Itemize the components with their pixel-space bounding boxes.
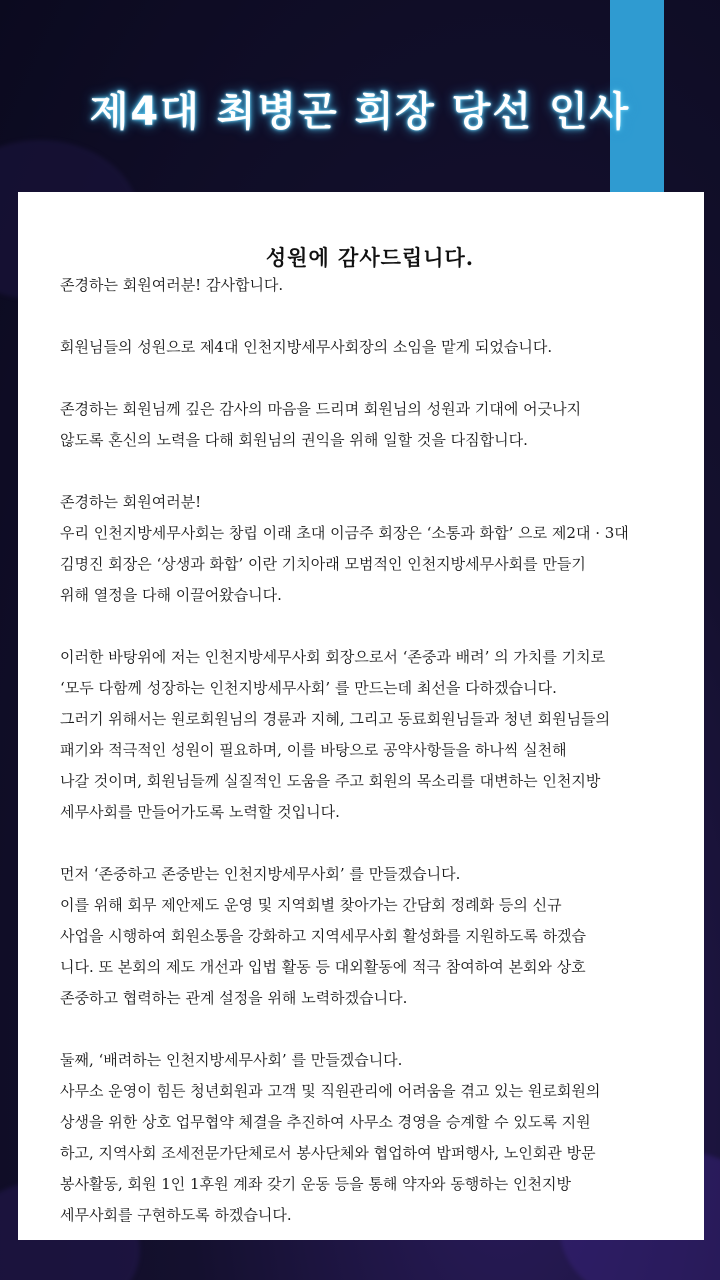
paragraph-line: 김명진 회장은 ‘상생과 화합’ 이란 기치아래 모범적인 인천지방세무사회를 만들기 [60,555,586,573]
letter-document [18,192,704,1240]
paragraph [60,642,680,828]
paragraph-line: 세무사회를 구현하도록 하겠습니다. [60,1206,292,1224]
paragraph-line: 이를 위해 회무 제안제도 운영 및 지역회별 찾아가는 간담회 정례화 등의 신규 [60,896,562,914]
paragraph-line: 니다. 또 본회의 제도 개선과 입법 활동 등 대외활동에 적극 참여하여 본회와 상호 [60,958,586,976]
paragraph-line: 위해 열정을 다해 이끌어왔습니다. [60,586,282,604]
paragraph-line: 사무소 운영이 힘든 청년회원과 고객 및 직원관리에 어려움을 겪고 있는 원로회원의 [60,1082,601,1100]
paragraph-line: 회원님들의 성원으로 제4대 인천지방세무사회장의 소임을 맡게 되었습니다. [60,338,553,356]
paragraph-line: 하고, 지역사회 조세전문가단체로서 봉사단체와 협업하여 밥퍼행사, 노인회관 방문 [60,1144,596,1162]
paragraph-line: 봉사활동, 회원 1인 1후원 계좌 갖기 운동 등을 통해 약자와 동행하는 인천지방 [60,1175,572,1193]
paragraph-line: 존경하는 회원여러분! [60,493,202,511]
paragraph-line: 존경하는 회원님께 깊은 감사의 마음을 드리며 회원님의 성원과 기대에 어긋나지 [60,400,582,418]
paragraph [60,394,680,456]
document-body [60,270,680,1231]
paragraph-line: ‘모두 다함께 성장하는 인천지방세무사회’ 를 만드는데 최선을 다하겠습니다. [60,679,557,697]
paragraph-line: 사업을 시행하여 회원소통을 강화하고 지역세무사회 활성화를 지원하도록 하겠습 [60,927,587,945]
paragraph-line: 패기와 적극적인 성원이 필요하며, 이를 바탕으로 공약사항들을 하나씩 실천해 [60,741,567,759]
paragraph [60,859,680,1014]
paragraph-line: 먼저 ‘존중하고 존중받는 인천지방세무사회’ 를 만들겠습니다. [60,865,461,883]
paragraph-line: 우리 인천지방세무사회는 창립 이래 초대 이금주 회장은 ‘소통과 화합’ 으로 제2대 · 3대 [60,524,629,542]
paragraph [60,332,680,363]
page-title: 제4대 최병곤 회장 당선 인사 [89,89,631,135]
paragraph-line: 않도록 혼신의 노력을 다해 회원님의 권익을 위해 일할 것을 다짐합니다. [60,431,528,449]
paragraph-line: 상생을 위한 상호 업무협약 체결을 추진하여 사무소 경영을 승계할 수 있도록 지원 [60,1113,591,1131]
paragraph [60,270,680,301]
document-heading: 성원에 감사드립니다. [265,245,475,270]
paragraph [60,1045,680,1231]
paragraph-line: 세무사회를 만들어가도록 노력할 것입니다. [60,803,340,821]
paragraph-line: 존중하고 협력하는 관계 설정을 위해 노력하겠습니다. [60,989,408,1007]
paragraph-line: 그러기 위해서는 원로회원님의 경륜과 지혜, 그리고 동료회원님들과 청년 회원님들의 [60,710,611,728]
paragraph-line: 이러한 바탕위에 저는 인천지방세무사회 회장으로서 ‘존중과 배려’ 의 가치를 기치로 [60,648,606,666]
paragraph-line: 존경하는 회원여러분! 감사합니다. [60,276,284,294]
paragraph-line: 나갈 것이며, 회원님들께 실질적인 도움을 주고 회원의 목소리를 대변하는 인천지방 [60,772,601,790]
paragraph-line: 둘째, ‘배려하는 인천지방세무사회’ 를 만들겠습니다. [60,1051,403,1069]
paragraph [60,487,680,611]
